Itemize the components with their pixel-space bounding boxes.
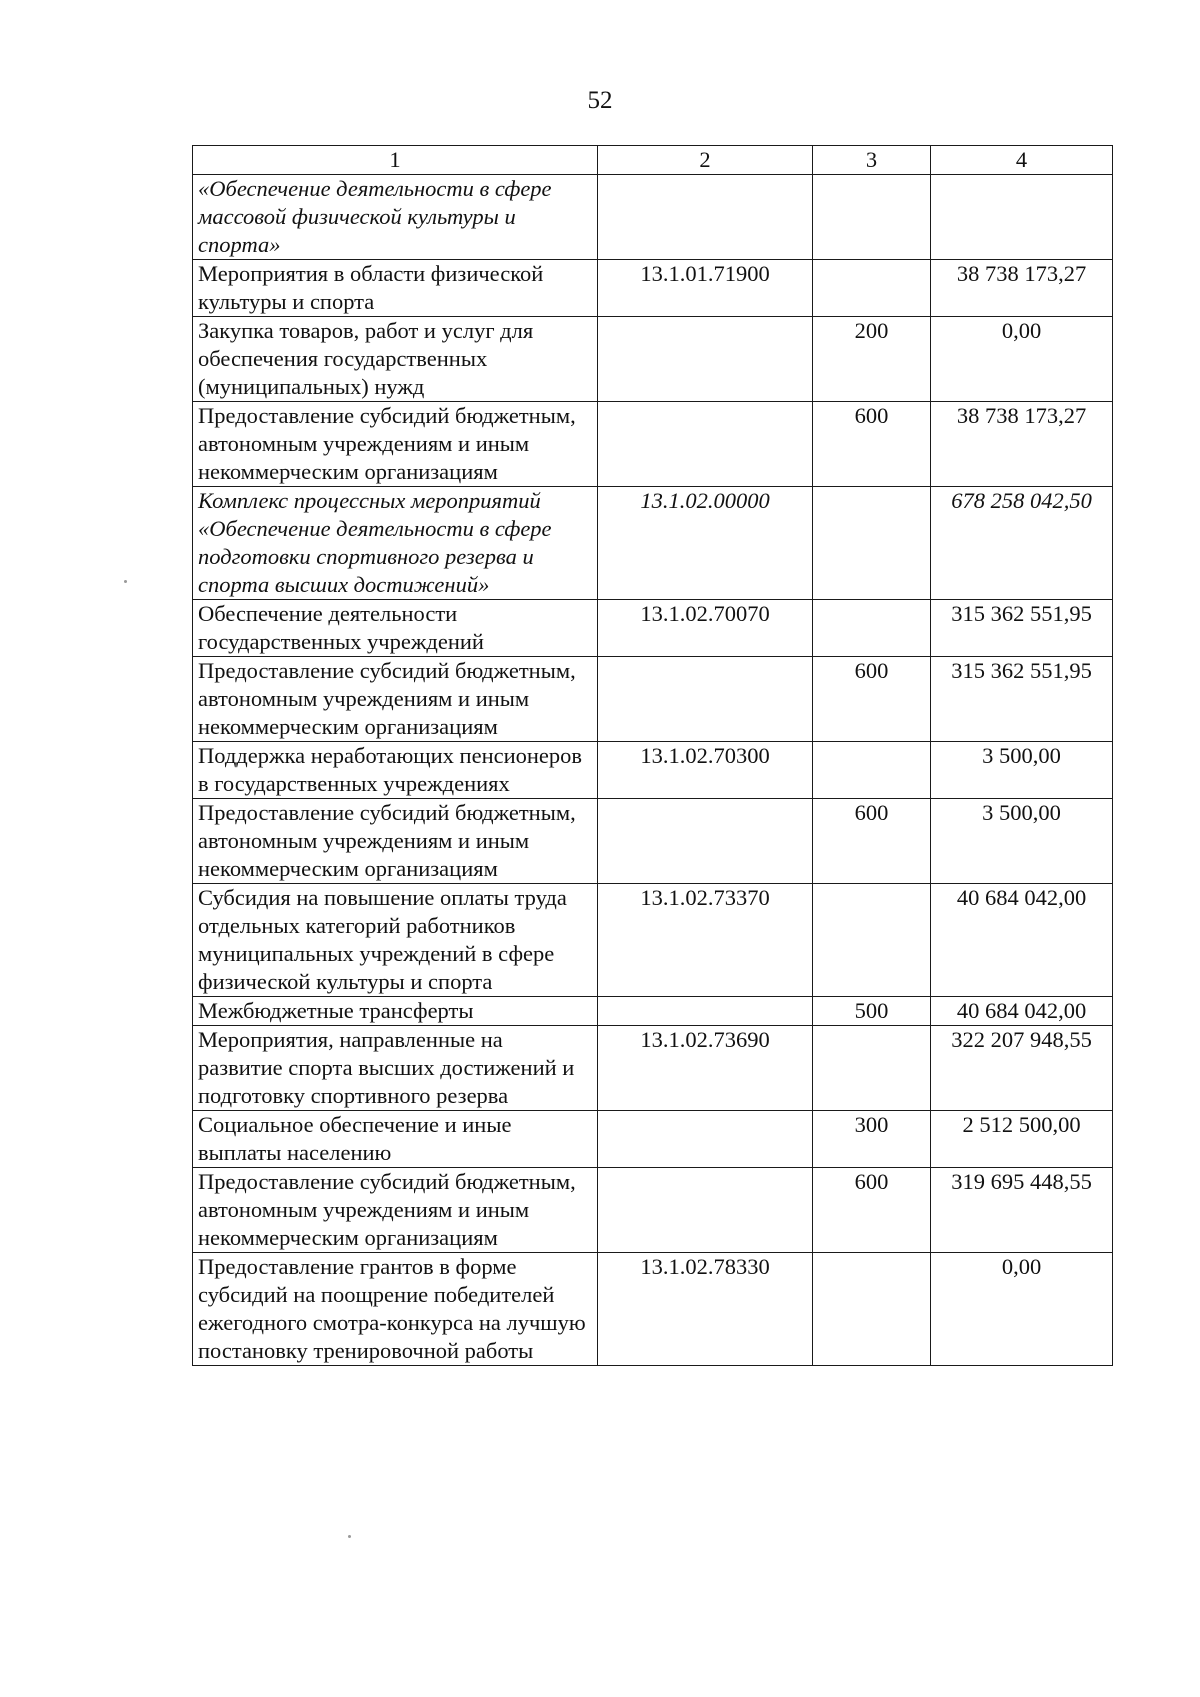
row-code-cell <box>598 657 813 742</box>
table-row <box>193 799 1113 884</box>
row-amount-cell: 38 738 173,27 <box>931 260 1113 317</box>
column-number-4: 4 <box>931 146 1113 175</box>
row-type-cell <box>813 1253 931 1366</box>
row-amount-cell: 2 512 500,00 <box>931 1111 1113 1168</box>
scan-speck <box>348 1535 351 1538</box>
row-code-cell: 13.1.02.00000 <box>598 487 813 600</box>
row-code-cell <box>598 799 813 884</box>
budget-table <box>192 145 1113 1366</box>
row-code-cell: 13.1.02.73690 <box>598 1026 813 1111</box>
column-number-1: 1 <box>193 146 598 175</box>
row-amount-cell: 322 207 948,55 <box>931 1026 1113 1111</box>
row-type-cell <box>813 487 931 600</box>
row-code-cell: 13.1.02.73370 <box>598 884 813 997</box>
row-amount-cell: 40 684 042,00 <box>931 884 1113 997</box>
row-name-cell: Предоставление субсидий бюджетным, автономным учреждениям и иным некоммерческим организациям <box>193 657 598 742</box>
row-type-cell <box>813 884 931 997</box>
row-code-cell <box>598 997 813 1026</box>
row-amount-cell: 0,00 <box>931 317 1113 402</box>
row-amount-cell: 3 500,00 <box>931 799 1113 884</box>
table-row <box>193 1253 1113 1366</box>
row-type-cell <box>813 1026 931 1111</box>
table-row <box>193 997 1113 1026</box>
table-row <box>193 657 1113 742</box>
row-name-cell: Социальное обеспечение и иные выплаты населению <box>193 1111 598 1168</box>
table-row <box>193 260 1113 317</box>
row-amount-cell: 315 362 551,95 <box>931 600 1113 657</box>
row-code-cell <box>598 175 813 260</box>
row-name-cell: Предоставление субсидий бюджетным, автономным учреждениям и иным некоммерческим организациям <box>193 799 598 884</box>
table-row <box>193 317 1113 402</box>
table-body <box>193 146 1113 1366</box>
row-code-cell <box>598 402 813 487</box>
row-type-cell: 300 <box>813 1111 931 1168</box>
table-row <box>193 1111 1113 1168</box>
table-row <box>193 175 1113 260</box>
row-type-cell: 600 <box>813 799 931 884</box>
row-amount-cell: 319 695 448,55 <box>931 1168 1113 1253</box>
table-row <box>193 487 1113 600</box>
column-number-2: 2 <box>598 146 813 175</box>
row-code-cell: 13.1.01.71900 <box>598 260 813 317</box>
row-type-cell: 600 <box>813 402 931 487</box>
row-amount-cell: 0,00 <box>931 1253 1113 1366</box>
row-amount-cell: 678 258 042,50 <box>931 487 1113 600</box>
row-amount-cell <box>931 175 1113 260</box>
row-type-cell <box>813 600 931 657</box>
row-type-cell: 600 <box>813 657 931 742</box>
column-number-row <box>193 146 1113 175</box>
row-type-cell: 500 <box>813 997 931 1026</box>
row-name-cell: Мероприятия, направленные на развитие спорта высших достижений и подготовку спортивного резерва <box>193 1026 598 1111</box>
row-amount-cell: 40 684 042,00 <box>931 997 1113 1026</box>
row-name-cell: Субсидия на повышение оплаты труда отдельных категорий работников муниципальных учреждений в сфере физической культуры и спорта <box>193 884 598 997</box>
table-row <box>193 1026 1113 1111</box>
row-type-cell: 200 <box>813 317 931 402</box>
row-type-cell <box>813 175 931 260</box>
row-type-cell <box>813 742 931 799</box>
row-name-cell: Мероприятия в области физической культуры и спорта <box>193 260 598 317</box>
row-name-cell: Поддержка неработающих пенсионеров в государственных учреждениях <box>193 742 598 799</box>
page-number: 52 <box>587 87 613 114</box>
row-name-cell: Предоставление субсидий бюджетным, автономным учреждениям и иным некоммерческим организациям <box>193 402 598 487</box>
row-code-cell: 13.1.02.70300 <box>598 742 813 799</box>
row-code-cell <box>598 1168 813 1253</box>
row-type-cell <box>813 260 931 317</box>
table-row <box>193 1168 1113 1253</box>
table-row <box>193 884 1113 997</box>
table-row <box>193 742 1113 799</box>
row-name-cell: Комплекс процессных мероприятий «Обеспечение деятельности в сфере подготовки спортивного резерва и спорта высших достижений» <box>193 487 598 600</box>
row-type-cell: 600 <box>813 1168 931 1253</box>
row-name-cell: Предоставление субсидий бюджетным, автономным учреждениям и иным некоммерческим организациям <box>193 1168 598 1253</box>
row-code-cell <box>598 317 813 402</box>
row-code-cell: 13.1.02.78330 <box>598 1253 813 1366</box>
row-amount-cell: 3 500,00 <box>931 742 1113 799</box>
scan-speck <box>124 580 127 583</box>
row-amount-cell: 38 738 173,27 <box>931 402 1113 487</box>
row-name-cell: «Обеспечение деятельности в сфере массовой физической культуры и спорта» <box>193 175 598 260</box>
row-code-cell <box>598 1111 813 1168</box>
row-code-cell: 13.1.02.70070 <box>598 600 813 657</box>
row-name-cell: Межбюджетные трансферты <box>193 997 598 1026</box>
row-name-cell: Предоставление грантов в форме субсидий на поощрение победителей ежегодного смотра-конкурса на лучшую постановку тренировочной работы <box>193 1253 598 1366</box>
table-row <box>193 402 1113 487</box>
table-row <box>193 600 1113 657</box>
row-name-cell: Закупка товаров, работ и услуг для обеспечения государственных (муниципальных) нужд <box>193 317 598 402</box>
column-number-3: 3 <box>813 146 931 175</box>
row-name-cell: Обеспечение деятельности государственных учреждений <box>193 600 598 657</box>
row-amount-cell: 315 362 551,95 <box>931 657 1113 742</box>
